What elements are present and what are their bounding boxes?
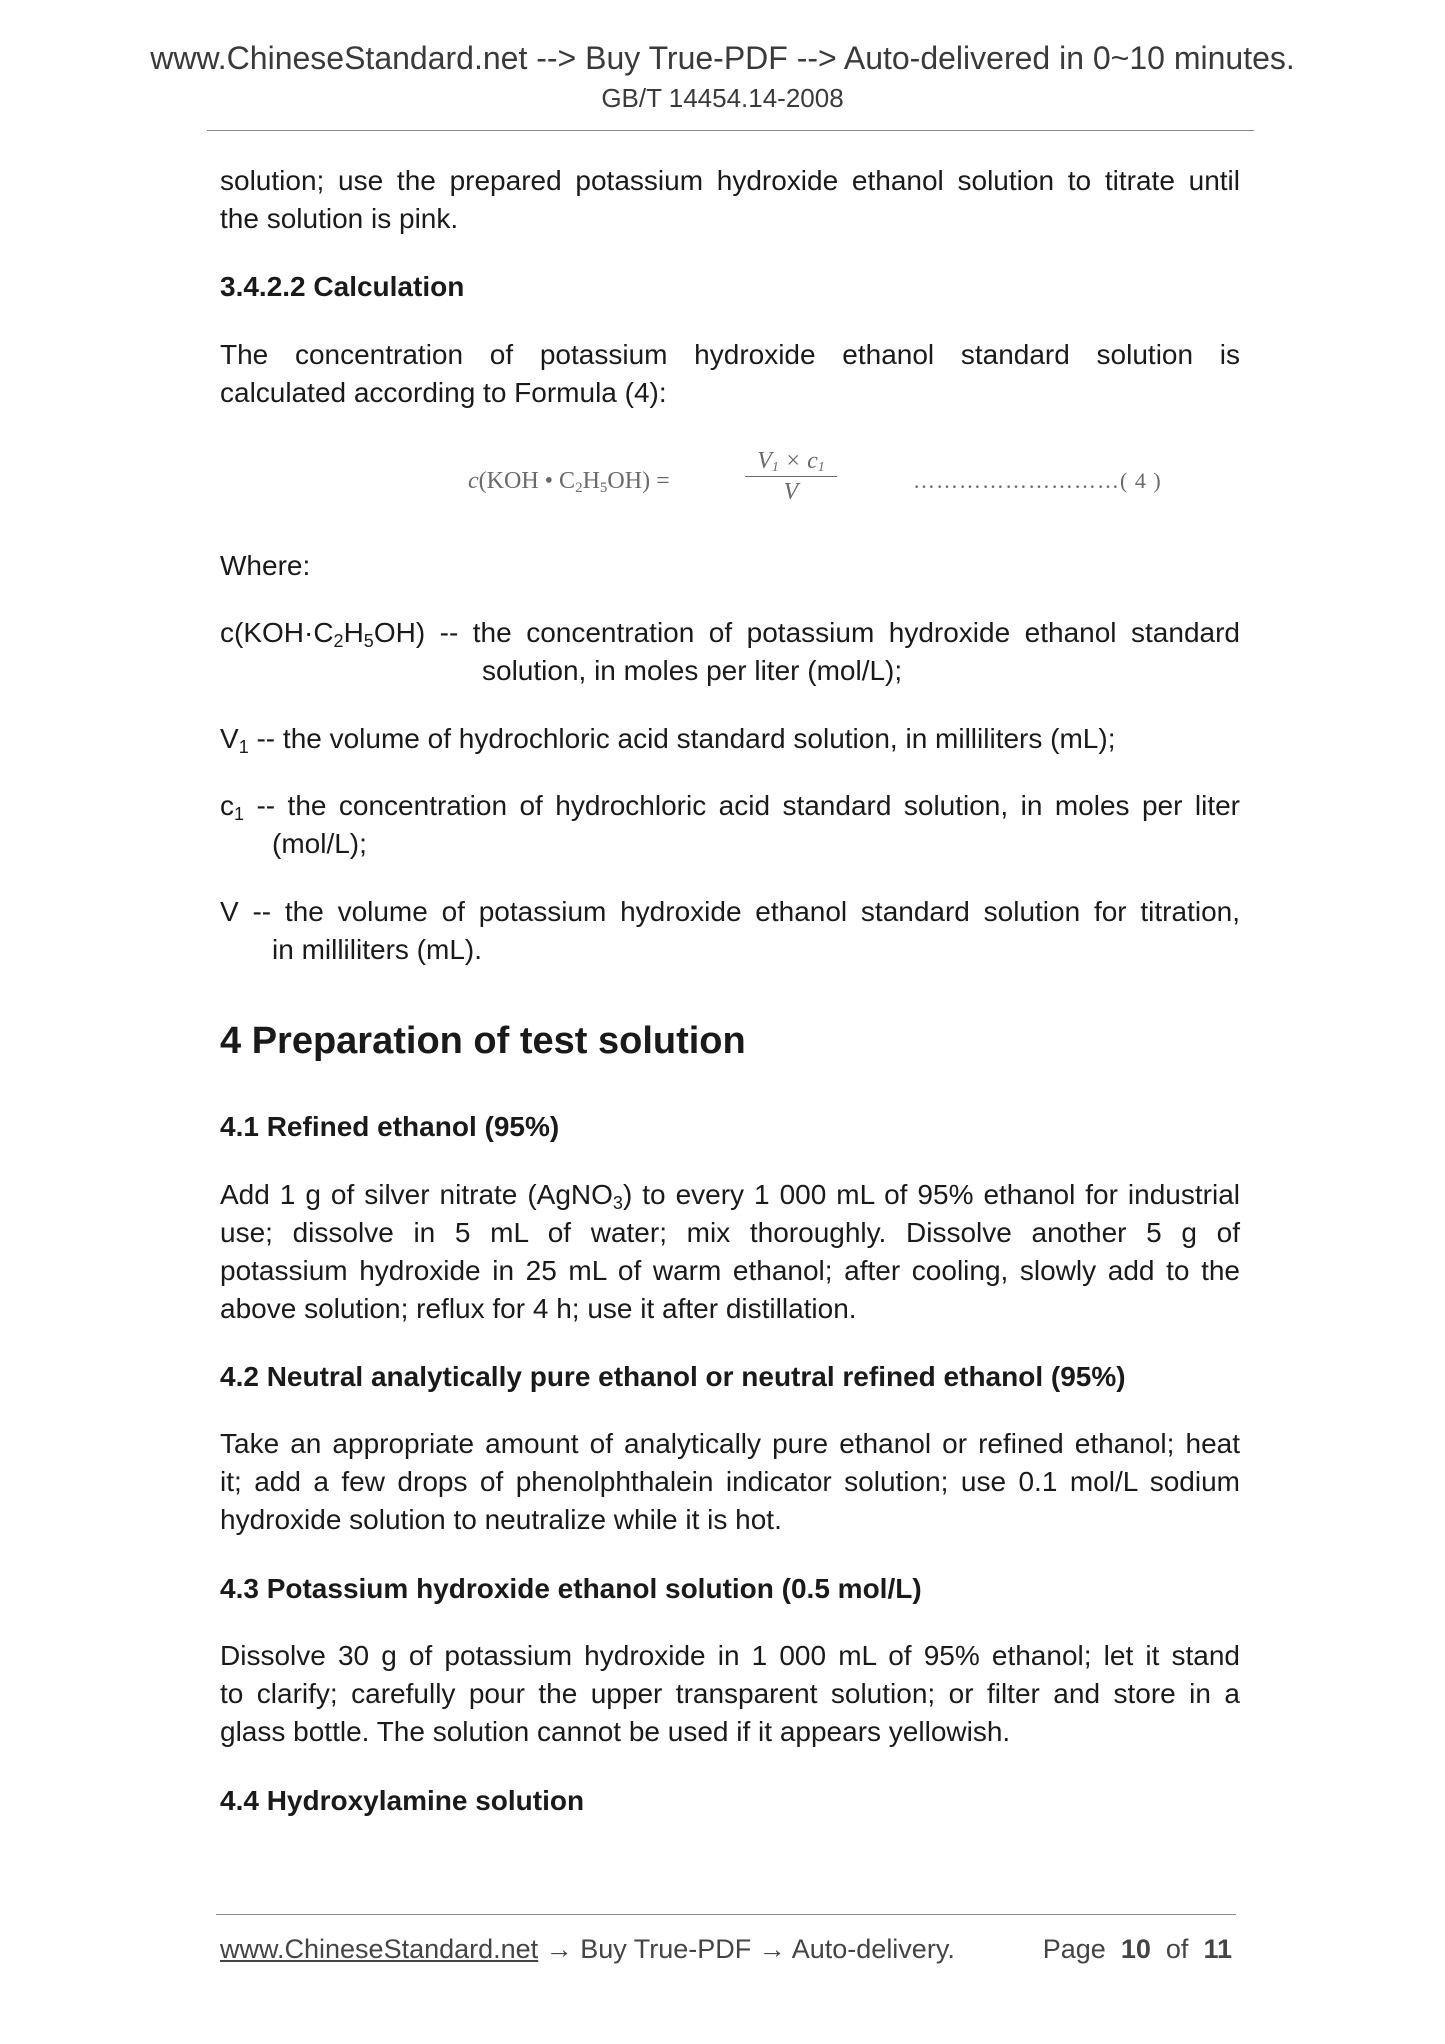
definition-c1: $c_1$ -- the concentration of hydrochloric acid standard solution, in moles per liter (mol/L); <box>220 790 1240 859</box>
header-divider <box>207 130 1254 131</box>
section-4-1-heading: 4.1 Refined ethanol (95%) <box>220 1111 560 1142</box>
header-banner[interactable]: www.ChineseStandard.net --> Buy True-PDF --> Auto-delivered in 0~10 minutes. <box>150 40 1295 76</box>
footer-divider <box>216 1914 1236 1915</box>
formula-lhs: c(KOH • $C_2H_5OH$) = <box>468 468 670 496</box>
section-3-4-2-2-heading: 3.4.2.2 Calculation <box>220 271 465 302</box>
formula-denominator: V <box>783 479 799 505</box>
intro-paragraph: solution; use the prepared potassium hydroxide ethanol solution to titrate until the solution is pink. <box>220 165 1240 234</box>
where-label: Where: <box>220 550 311 581</box>
formula-4 <box>468 446 1238 516</box>
current-page: 10 <box>1120 1934 1151 1964</box>
definition-v1: $V_1$ -- the volume of hydrochloric acid standard solution, in milliliters (mL); <box>220 723 1116 757</box>
section-4-4-heading: 4.4 Hydroxylamine solution <box>220 1785 585 1816</box>
formula-numerator: $V_1 \times c_1$ <box>757 448 825 475</box>
definition-v: V -- the volume of potassium hydroxide ethanol standard solution for titration, in milliliters (mL). <box>220 896 1240 965</box>
section-4-1-paragraph: Add 1 g of silver nitrate (AgNO$_3$) to every 1 000 mL of 95% ethanol for industrial use; dissolve in 5 mL of water; mix thoroughly. Dissolve another 5 g of potassium hydroxide in 25 mL of warm ethanol; after cooling, slowly add to the above solution; reflux for 4 h; use it after distillation. <box>220 1179 1240 1324</box>
page-indicator: Page 10 of 11 <box>1042 1934 1232 1964</box>
footer-link[interactable]: www.ChineseStandard.net <box>220 1934 539 1964</box>
formula-number: ………………………( 4 ) <box>913 468 1162 493</box>
standard-number: GB/T 14454.14-2008 <box>601 83 844 113</box>
section-4-heading: 4 Preparation of test solution <box>220 1020 746 1062</box>
section-4-3-paragraph: Dissolve 30 g of potassium hydroxide in 1 000 mL of 95% ethanol; let it stand to clarify; carefully pour the upper transparent solution; or filter and store in a glass bottle. The solution cannot be used if it appears yellowish. <box>220 1640 1240 1747</box>
section-4-2-paragraph: Take an appropriate amount of analytically pure ethanol or refined ethanol; heat it; add a few drops of phenolphthalein indicator solution; use 0.1 mol/L sodium hydroxide solution to neutralize while it is hot. <box>220 1428 1240 1535</box>
definition-c-koh: $c(KOH\cdot C_2H_5OH)$ -- the concentration of potassium hydroxide ethanol standard solution, in moles per liter (mol/L); <box>220 617 1240 686</box>
total-pages: 11 <box>1203 1934 1232 1964</box>
formula-fraction <box>741 446 841 507</box>
calculation-paragraph: The concentration of potassium hydroxide ethanol standard solution is calculated according to Formula (4): <box>220 339 1240 408</box>
section-4-2-heading: 4.2 Neutral analytically pure ethanol or neutral refined ethanol (95%) <box>220 1361 1126 1392</box>
footer-promo: www.ChineseStandard.net → Buy True-PDF → Auto-delivery. <box>220 1934 955 1964</box>
section-4-3-heading: 4.3 Potassium hydroxide ethanol solution (0.5 mol/L) <box>220 1573 922 1604</box>
